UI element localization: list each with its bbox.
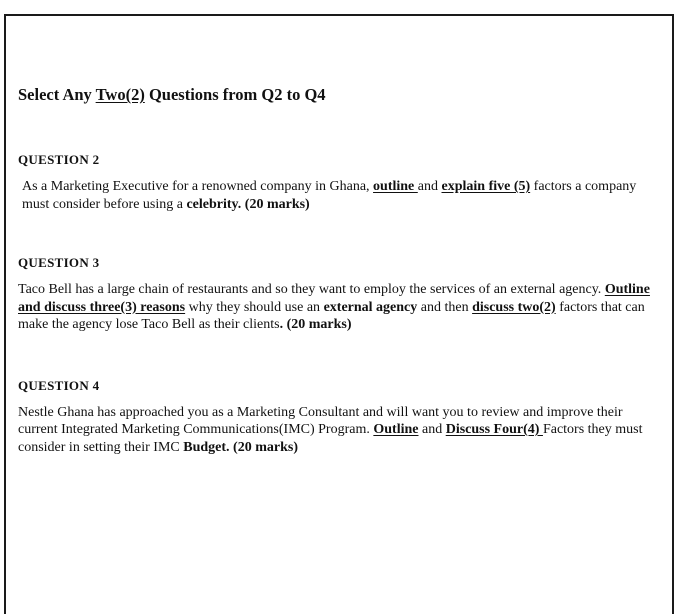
- question-text-segment: Factors they must consider in setting their IMC: [18, 422, 643, 455]
- question-text-segment: discuss two(2): [472, 299, 556, 315]
- question-4-body: [18, 404, 658, 457]
- instruction-underlined: Two(2): [95, 85, 145, 104]
- question-text-segment: Discuss Four(4): [445, 422, 543, 437]
- question-text-segment: . (20 marks): [279, 317, 352, 332]
- question-text-segment: explain five (5): [441, 179, 531, 194]
- question-3-block: [18, 255, 658, 334]
- question-3-body: [18, 281, 658, 334]
- instruction-line: [18, 84, 658, 106]
- question-text-segment: external agency: [323, 299, 418, 315]
- question-text-segment: and: [417, 179, 442, 194]
- instruction-prefix: Select Any: [18, 85, 96, 104]
- question-text-segment: Outline and discuss three(3) reasons: [18, 282, 650, 315]
- question-text-segment: Nestle Ghana has approached you as a Marketing Consultant and will want you to review and improve their current Integrated Marketing Communications(IMC) Program.: [18, 404, 623, 437]
- question-4-block: [18, 378, 658, 457]
- question-text-segment: why they should use an: [185, 299, 324, 315]
- question-text-segment: Budget. (20 marks): [183, 439, 298, 455]
- question-4-heading: QUESTION 4: [18, 377, 100, 393]
- question-text-segment: As a Marketing Executive for a renowned company in Ghana,: [22, 179, 374, 194]
- question-2-heading: QUESTION 2: [18, 152, 100, 167]
- question-2-body: [18, 178, 658, 213]
- document-content: [18, 84, 658, 456]
- question-text-segment: factors a company must consider before using a: [22, 179, 637, 212]
- question-text-segment: Outline: [373, 422, 419, 437]
- question-text-segment: Taco Bell has a large chain of restaurants and so they want to employ the services of an external agency.: [18, 282, 605, 297]
- question-text-segment: and then: [417, 299, 473, 315]
- question-2-block: [18, 152, 658, 213]
- instruction-suffix: Questions from Q2 to Q4: [144, 85, 326, 104]
- question-3-heading: QUESTION 3: [18, 255, 100, 270]
- question-text-segment: outline: [373, 179, 418, 194]
- question-text-segment: factors that can make the agency lose Taco Bell as their clients: [18, 299, 645, 332]
- question-text-segment: and: [418, 422, 446, 437]
- question-text-segment: celebrity. (20 marks): [186, 196, 310, 212]
